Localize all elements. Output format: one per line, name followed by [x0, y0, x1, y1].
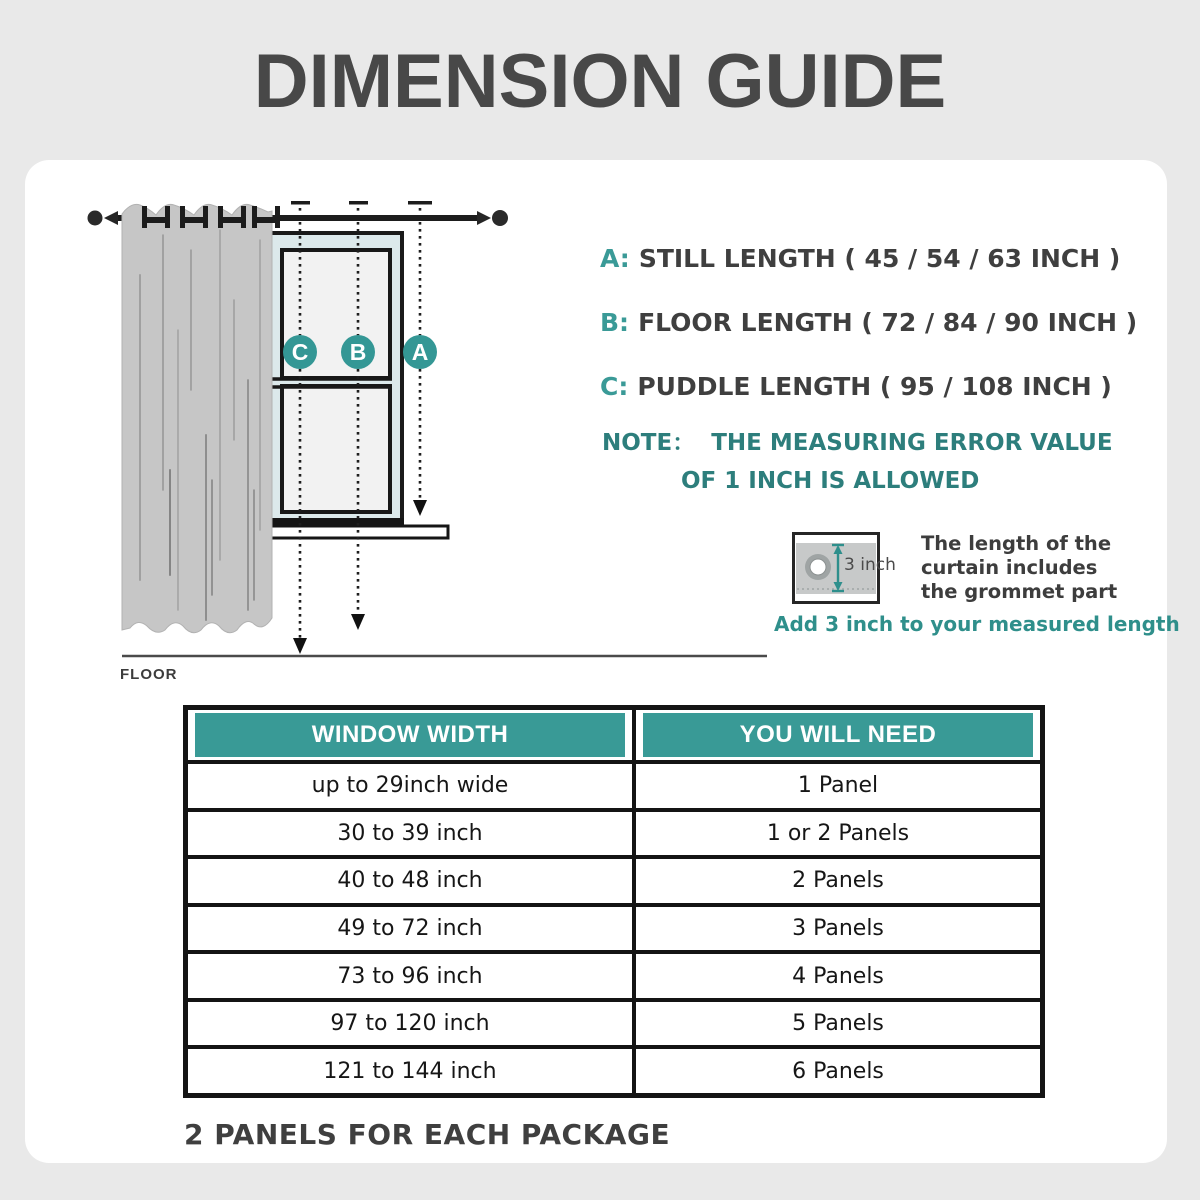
marker-letter-c: C: [291, 339, 309, 365]
note-prefix: NOTE：: [602, 430, 696, 456]
tick-b: [349, 201, 368, 205]
grommet-description-line: curtain includes: [921, 556, 1098, 579]
note-text-1: THE MEASURING ERROR VALUE: [711, 430, 1113, 456]
table-cell-width: 73 to 96 inch: [188, 954, 632, 998]
marker-letter-a: A: [411, 339, 429, 365]
table-cell-panels: 5 Panels: [636, 1002, 1040, 1046]
rod-right-finial: [492, 210, 508, 226]
grommet-description-line: the grommet part: [921, 580, 1118, 603]
panel-table: [183, 705, 1045, 1098]
length-text-c: PUDDLE LENGTH ( 95 / 108 INCH ): [637, 372, 1112, 401]
length-text-a: STILL LENGTH ( 45 / 54 / 63 INCH ): [638, 244, 1121, 273]
window-sill: [262, 526, 448, 538]
table-cell-panels: 1 or 2 Panels: [636, 812, 1040, 856]
table-header-cell: [188, 710, 632, 760]
length-label-a: A:: [600, 244, 630, 273]
table-cell-panels: 4 Panels: [636, 954, 1040, 998]
length-text-b: FLOOR LENGTH ( 72 / 84 / 90 INCH ): [638, 308, 1138, 337]
table-header-you-will-need: YOU WILL NEED: [643, 713, 1033, 757]
table-cell-panels: 3 Panels: [636, 907, 1040, 951]
table-cell-width: 97 to 120 inch: [188, 1002, 632, 1046]
marker-letter-b: B: [349, 339, 367, 365]
grommet-tip: Add 3 inch to your measured length: [774, 612, 1180, 636]
table-header-window-width: WINDOW WIDTH: [195, 713, 625, 757]
length-label-c: C:: [600, 372, 629, 401]
table-cell-panels: 6 Panels: [636, 1049, 1040, 1093]
curtain-fabric: [122, 204, 272, 632]
table-header-cell: [636, 710, 1040, 760]
grommet-measure-label: 3 inch: [844, 555, 896, 575]
package-note: 2 PANELS FOR EACH PACKAGE: [184, 1118, 671, 1151]
length-markers: [283, 335, 437, 369]
length-line-b: [600, 307, 1137, 339]
tick-c: [291, 201, 310, 205]
table-cell-width: 121 to 144 inch: [188, 1049, 632, 1093]
arrow-a: [413, 500, 427, 516]
tick-a: [408, 201, 432, 205]
note-line-1: [602, 428, 1113, 458]
floor-label: FLOOR: [120, 666, 178, 683]
table-cell-width: 49 to 72 inch: [188, 907, 632, 951]
length-line-a: [600, 243, 1120, 275]
table-cell-panels: 2 Panels: [636, 859, 1040, 903]
rod-right-cap: [477, 211, 491, 225]
note-line-2: OF 1 INCH IS ALLOWED: [681, 468, 980, 494]
table-cell-width: up to 29inch wide: [188, 764, 632, 808]
arrow-b: [351, 614, 365, 630]
rod-left-cap: [104, 211, 118, 225]
table-cell-panels: 1 Panel: [636, 764, 1040, 808]
grommet-hole: [810, 559, 826, 575]
arrow-c: [293, 638, 307, 654]
table-cell-width: 40 to 48 inch: [188, 859, 632, 903]
table-cell-width: 30 to 39 inch: [188, 812, 632, 856]
curtain: [122, 204, 280, 632]
length-label-b: B:: [600, 308, 630, 337]
length-line-c: [600, 371, 1112, 403]
grommet-description: [921, 532, 1117, 604]
window-lower-sash: [282, 386, 390, 512]
grommet-description-line: The length of the: [921, 532, 1112, 555]
rod-left-finial: [88, 211, 103, 226]
page-title: DIMENSION GUIDE: [253, 39, 947, 124]
